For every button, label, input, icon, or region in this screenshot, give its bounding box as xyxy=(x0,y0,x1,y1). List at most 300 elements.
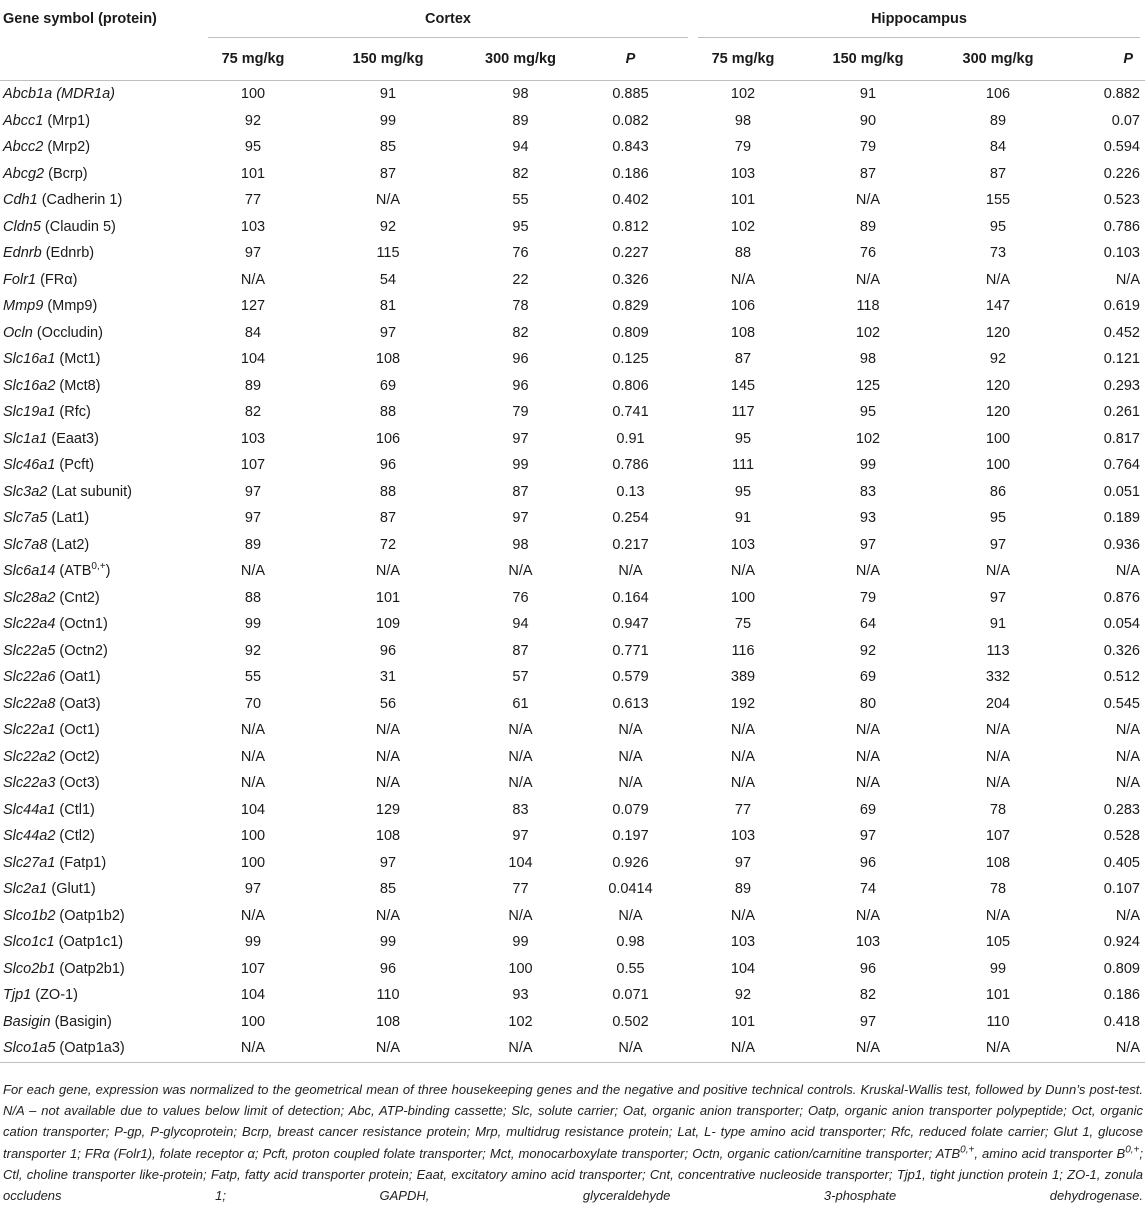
cortex-150-cell: 109 xyxy=(375,616,401,633)
gene-cell xyxy=(0,452,203,479)
cortex-150-cell: N/A xyxy=(375,748,401,765)
cortex-75-cell: 104 xyxy=(240,987,266,1004)
cortex-150-cell: 85 xyxy=(379,139,397,156)
gene-symbol: Slc6a14 xyxy=(3,563,56,580)
hippocampus-p-cell: 0.283 xyxy=(1103,801,1140,818)
cortex-p-cell: 0.125 xyxy=(612,351,649,368)
hippocampus-300-cell: 113 xyxy=(986,642,1010,659)
hippocampus-300-cell: 147 xyxy=(985,298,1011,315)
hippocampus-dose-150-header: 150 mg/kg xyxy=(793,38,943,81)
protein-name: (Fatp1) xyxy=(55,854,107,871)
gene-cell xyxy=(0,903,203,930)
gene-cell xyxy=(0,1009,203,1036)
cortex-150-cell: 87 xyxy=(379,165,397,182)
cortex-75-cell: N/A xyxy=(240,722,266,739)
table-row xyxy=(0,929,1145,956)
cortex-75-cell: 70 xyxy=(244,695,262,712)
hippocampus-150-cell: 102 xyxy=(855,324,881,341)
cortex-300-cell: 89 xyxy=(512,112,529,129)
table-row xyxy=(0,373,1145,400)
protein-name: (Rfc) xyxy=(55,404,91,421)
cortex-300-cell: N/A xyxy=(508,907,533,924)
cortex-p-cell: 0.579 xyxy=(612,669,649,686)
cortex-p-cell: N/A xyxy=(618,907,643,924)
gene-symbol: Slc22a3 xyxy=(3,775,56,792)
hippocampus-150-cell: 102 xyxy=(855,430,881,447)
cortex-300-cell: 94 xyxy=(512,616,529,633)
hippocampus-75-cell: 97 xyxy=(734,854,752,871)
cortex-75-cell: 88 xyxy=(244,589,262,606)
hippocampus-150-cell: N/A xyxy=(855,748,881,765)
cortex-150-cell: 91 xyxy=(379,86,397,103)
cortex-300-cell: 94 xyxy=(512,139,529,156)
table-row xyxy=(0,903,1145,930)
protein-name: (Lat2) xyxy=(47,536,90,553)
table-row xyxy=(0,214,1145,241)
table-row xyxy=(0,797,1145,824)
cortex-75-cell: 100 xyxy=(240,854,266,871)
cortex-300-cell: 102 xyxy=(508,1013,533,1030)
table-row xyxy=(0,956,1145,983)
cortex-p-cell: 0.164 xyxy=(612,589,649,606)
cortex-p-cell: 0.786 xyxy=(612,457,649,474)
hippocampus-75-cell: N/A xyxy=(730,907,756,924)
cortex-p-cell: N/A xyxy=(568,1035,693,1062)
cortex-150-cell: 96 xyxy=(379,642,397,659)
hippocampus-p-cell: 0.786 xyxy=(1103,218,1140,235)
cortex-p-header: P xyxy=(568,38,693,81)
hippocampus-75-cell: 91 xyxy=(734,510,752,527)
cortex-150-cell: N/A xyxy=(375,563,401,580)
hippocampus-300-cell: 101 xyxy=(985,987,1011,1004)
hippocampus-150-cell: 69 xyxy=(859,669,877,686)
protein-name: (Mmp9) xyxy=(43,298,98,315)
cortex-150-cell: 110 xyxy=(376,987,400,1004)
hippocampus-300-cell: 100 xyxy=(985,430,1011,447)
hippocampus-150-cell: 92 xyxy=(859,642,877,659)
gene-symbol: Slc46a1 xyxy=(3,457,56,474)
gene-symbol: Slc1a1 xyxy=(3,430,48,447)
table-row xyxy=(0,399,1145,426)
gene-symbol: Slc16a2 xyxy=(3,377,56,394)
hippocampus-300-cell: N/A xyxy=(985,907,1011,924)
hippocampus-p-cell: 0.054 xyxy=(1103,616,1140,633)
protein-name: (Oatp2b1) xyxy=(55,960,125,977)
protein-name: (Oatp1c1) xyxy=(54,934,124,951)
hippocampus-150-cell: N/A xyxy=(793,1035,943,1062)
hippocampus-150-cell: 96 xyxy=(859,960,877,977)
cortex-p-cell: 0.885 xyxy=(612,86,649,103)
cortex-dose-300-header: 300 mg/kg xyxy=(473,38,568,81)
hippocampus-rule xyxy=(698,37,1140,38)
cortex-300-cell: 99 xyxy=(512,934,529,951)
table-row xyxy=(0,108,1145,135)
hippocampus-300-cell: N/A xyxy=(985,748,1011,765)
hippocampus-150-cell: 79 xyxy=(859,589,877,606)
gene-symbol: Slc19a1 xyxy=(3,404,56,421)
table-row xyxy=(0,452,1145,479)
gene-column-spacer xyxy=(0,38,203,81)
gene-symbol: Slc7a5 xyxy=(3,510,48,527)
cortex-p-cell: N/A xyxy=(618,722,643,739)
hippocampus-300-cell: N/A xyxy=(985,775,1011,792)
hippocampus-dose-300-header: 300 mg/kg xyxy=(943,38,1053,81)
cortex-300-cell: 22 xyxy=(512,271,529,288)
hippocampus-300-cell: 87 xyxy=(989,165,1007,182)
cortex-300-cell: N/A xyxy=(508,775,533,792)
hippocampus-p-cell: N/A xyxy=(1115,775,1140,792)
hippocampus-p-cell: 0.817 xyxy=(1103,430,1140,447)
cortex-75-cell: 104 xyxy=(240,801,266,818)
gene-symbol: Slc7a8 xyxy=(3,536,48,553)
hippocampus-150-cell: 90 xyxy=(859,112,877,129)
protein-name: (Oct2) xyxy=(55,748,100,765)
hippocampus-75-cell: 102 xyxy=(730,218,756,235)
hippocampus-p-cell: N/A xyxy=(1115,722,1140,739)
protein-name-end: ) xyxy=(105,563,111,580)
cortex-300-cell: 99 xyxy=(512,457,529,474)
hippocampus-300-cell: 155 xyxy=(985,192,1011,209)
gene-symbol: Ocln xyxy=(3,324,33,341)
cortex-300-cell: 57 xyxy=(512,669,529,686)
hippocampus-p-cell: 0.103 xyxy=(1103,245,1140,262)
cortex-75-cell: 104 xyxy=(240,351,266,368)
protein-name: (Claudin 5) xyxy=(40,218,116,235)
protein-name: (Oat1) xyxy=(55,669,101,686)
cortex-p-cell: 0.809 xyxy=(612,324,649,341)
gene-cell xyxy=(0,81,203,108)
hippocampus-75-cell: 117 xyxy=(731,404,755,421)
hippocampus-150-cell: 83 xyxy=(859,483,877,500)
header-row-doses xyxy=(0,38,1145,81)
footnote-text-3: ; Ctl, choline transporter like-protein; Fatp, fatty acid transporter protein; Eaat, excitatory amino acid transporter; Cnt, concentrative nucleoside transporter; Tjp1, tight junction protein 1; ZO-1, zonula occludens 1; GAPDH, glyceraldehyde 3-phosphate dehydrogenase. xyxy=(3,1145,1143,1204)
table-row xyxy=(0,426,1145,453)
hippocampus-p-cell: 0.051 xyxy=(1103,483,1140,500)
hippocampus-label: Hippocampus xyxy=(871,11,967,27)
gene-symbol: Cdh1 xyxy=(3,192,38,209)
hippocampus-75-cell: 101 xyxy=(730,1013,756,1030)
cortex-p-cell: 0.55 xyxy=(616,960,645,977)
gene-symbol: Slc2a1 xyxy=(3,881,48,898)
gene-symbol: Abcb1a (MDR1a) xyxy=(3,86,116,103)
cortex-p-cell: 0.502 xyxy=(612,1013,649,1030)
hippocampus-p-cell: 0.405 xyxy=(1103,854,1140,871)
gene-cell xyxy=(0,293,203,320)
hippocampus-300-cell: N/A xyxy=(943,1035,1053,1062)
gene-cell xyxy=(0,876,203,903)
cortex-150-cell: 99 xyxy=(379,934,397,951)
protein-name: (Ctl2) xyxy=(55,828,95,845)
gene-cell xyxy=(0,108,203,135)
hippocampus-75-cell: 116 xyxy=(731,642,755,659)
protein-name: (Basigin) xyxy=(50,1013,112,1030)
cortex-75-cell: 101 xyxy=(240,165,266,182)
hippocampus-300-cell: 86 xyxy=(989,483,1007,500)
hippocampus-p-cell: 0.418 xyxy=(1103,1013,1140,1030)
hippocampus-p-cell: 0.924 xyxy=(1103,934,1140,951)
cortex-150-cell: 96 xyxy=(379,457,397,474)
cortex-150-cell: 81 xyxy=(379,298,397,315)
hippocampus-150-cell: 125 xyxy=(855,377,881,394)
cortex-300-cell: 96 xyxy=(512,351,529,368)
hippocampus-p-cell: 0.809 xyxy=(1103,960,1140,977)
hippocampus-300-cell: 100 xyxy=(985,457,1011,474)
gene-symbol: Slc44a2 xyxy=(3,828,56,845)
cortex-150-cell: 108 xyxy=(375,828,401,845)
table-row xyxy=(0,982,1145,1009)
gene-symbol: Slc22a6 xyxy=(3,669,56,686)
cortex-75-cell: 97 xyxy=(244,245,262,262)
cortex-p-cell: 0.812 xyxy=(612,218,649,235)
gene-symbol: Slco1a5 xyxy=(3,1040,56,1057)
table-row xyxy=(0,293,1145,320)
cortex-p-cell: 0.071 xyxy=(612,987,649,1004)
cortex-300-cell: 104 xyxy=(508,854,533,871)
cortex-300-cell: 76 xyxy=(512,245,529,262)
cortex-300-cell: 76 xyxy=(512,589,529,606)
hippocampus-300-cell: 97 xyxy=(989,589,1007,606)
protein-name: (Occludin) xyxy=(32,324,103,341)
table-row xyxy=(0,664,1145,691)
cortex-75-cell: 103 xyxy=(240,218,266,235)
hippocampus-75-cell: 104 xyxy=(730,960,756,977)
gene-column-header: Gene symbol (protein) xyxy=(3,11,157,27)
cortex-p-cell: 0.806 xyxy=(612,377,649,394)
cortex-p-cell: 0.0414 xyxy=(608,881,653,898)
hippocampus-75-cell: 111 xyxy=(731,457,755,474)
hippocampus-150-cell: 79 xyxy=(859,139,877,156)
hippocampus-75-cell: N/A xyxy=(730,722,756,739)
cortex-150-cell: 92 xyxy=(379,218,397,235)
cortex-p-cell: 0.082 xyxy=(612,112,649,129)
hippocampus-75-cell: 77 xyxy=(734,801,752,818)
cortex-300-cell: 55 xyxy=(512,192,529,209)
protein-name: (Cnt2) xyxy=(55,589,100,606)
cortex-p-cell: 0.402 xyxy=(612,192,649,209)
table-row xyxy=(0,479,1145,506)
gene-symbol: Slco2b1 xyxy=(3,960,56,977)
cortex-150-cell: 88 xyxy=(379,483,397,500)
table-row xyxy=(0,1035,1145,1062)
cortex-p-cell: 0.186 xyxy=(612,165,649,182)
hippocampus-75-cell: 106 xyxy=(730,298,756,315)
gene-cell xyxy=(0,505,203,532)
cortex-p-cell: 0.829 xyxy=(612,298,649,315)
cortex-75-cell: 97 xyxy=(244,483,262,500)
cortex-p-cell: 0.947 xyxy=(612,616,649,633)
cortex-300-cell: 82 xyxy=(512,165,529,182)
table-row xyxy=(0,240,1145,267)
gene-symbol: Abcg2 xyxy=(3,165,45,182)
hippocampus-300-cell: 95 xyxy=(989,218,1007,235)
hippocampus-p-cell: 0.594 xyxy=(1103,139,1140,156)
hippocampus-150-cell: 93 xyxy=(859,510,877,527)
table-row xyxy=(0,850,1145,877)
table-row xyxy=(0,611,1145,638)
cortex-75-cell: 103 xyxy=(240,430,266,447)
hippocampus-150-cell: 91 xyxy=(859,86,877,103)
protein-name: (Oct3) xyxy=(55,775,100,792)
hippocampus-150-cell: N/A xyxy=(855,563,881,580)
hippocampus-150-cell: 89 xyxy=(859,218,877,235)
hippocampus-p-cell: 0.107 xyxy=(1103,881,1140,898)
gene-cell xyxy=(0,187,203,214)
cortex-150-cell: 97 xyxy=(379,324,397,341)
hippocampus-300-cell: 107 xyxy=(985,828,1011,845)
cortex-150-cell: 97 xyxy=(379,854,397,871)
hippocampus-150-cell: 96 xyxy=(859,854,877,871)
hippocampus-300-cell: 97 xyxy=(989,536,1007,553)
gene-cell xyxy=(0,267,203,294)
table-row xyxy=(0,823,1145,850)
cortex-p-cell: 0.741 xyxy=(612,404,649,421)
hippocampus-300-cell: 105 xyxy=(985,934,1011,951)
table-row xyxy=(0,717,1145,744)
hippocampus-75-cell: N/A xyxy=(693,1035,793,1062)
gene-symbol: Slc16a1 xyxy=(3,351,56,368)
table-row xyxy=(0,1009,1145,1036)
cortex-150-cell: 99 xyxy=(379,112,397,129)
hippocampus-300-cell: 84 xyxy=(989,139,1007,156)
hippocampus-75-cell: 108 xyxy=(730,324,756,341)
hippocampus-75-cell: 88 xyxy=(734,245,752,262)
table-row xyxy=(0,558,1145,585)
gene-cell xyxy=(0,717,203,744)
hippocampus-dose-75-header: 75 mg/kg xyxy=(693,38,793,81)
hippocampus-p-cell: 0.261 xyxy=(1103,404,1140,421)
hippocampus-75-cell: 100 xyxy=(730,589,756,606)
cortex-dose-150-header: 150 mg/kg xyxy=(303,38,473,81)
gene-cell xyxy=(0,346,203,373)
cortex-75-cell: 55 xyxy=(244,669,262,686)
gene-symbol: Slc27a1 xyxy=(3,854,56,871)
protein-name: (Mrp2) xyxy=(43,139,91,156)
protein-name: (Cadherin 1) xyxy=(37,192,123,209)
cortex-p-cell: 0.91 xyxy=(616,430,645,447)
gene-cell xyxy=(0,770,203,797)
gene-symbol: Folr1 xyxy=(3,271,37,288)
hippocampus-150-cell: 97 xyxy=(859,1013,877,1030)
hippocampus-75-cell: 103 xyxy=(730,828,756,845)
hippocampus-150-cell: 76 xyxy=(859,245,877,262)
table-row xyxy=(0,691,1145,718)
table-row xyxy=(0,585,1145,612)
cortex-75-cell: N/A xyxy=(240,907,266,924)
cortex-75-cell: 89 xyxy=(244,536,262,553)
hippocampus-p-cell: 0.512 xyxy=(1103,669,1140,686)
cortex-75-cell: 100 xyxy=(240,828,266,845)
hippocampus-150-cell: 97 xyxy=(859,536,877,553)
hippocampus-p-header: P xyxy=(1053,38,1145,81)
cortex-150-cell: 115 xyxy=(376,245,400,262)
cortex-75-cell: 89 xyxy=(244,377,262,394)
protein-name: (Mct8) xyxy=(55,377,101,394)
table-row xyxy=(0,267,1145,294)
cortex-75-cell: N/A xyxy=(240,563,266,580)
cortex-75-cell: 84 xyxy=(244,324,262,341)
cortex-150-cell: 72 xyxy=(379,536,397,553)
cortex-300-cell: N/A xyxy=(473,1035,568,1062)
table-body xyxy=(0,81,1145,1063)
cortex-150-cell: 56 xyxy=(379,695,397,712)
cortex-300-cell: 97 xyxy=(512,430,529,447)
cortex-75-cell: 100 xyxy=(240,86,266,103)
protein-name: (Bcrp) xyxy=(44,165,88,182)
gene-cell xyxy=(0,611,203,638)
cortex-75-cell: 100 xyxy=(240,1013,266,1030)
hippocampus-300-cell: 78 xyxy=(989,881,1007,898)
protein-name: (Octn1) xyxy=(55,616,108,633)
hippocampus-75-cell: 145 xyxy=(730,377,756,394)
gene-symbol: Slc44a1 xyxy=(3,801,56,818)
cortex-300-cell: 100 xyxy=(508,960,533,977)
cortex-150-cell: 69 xyxy=(379,377,397,394)
cortex-p-cell: N/A xyxy=(618,563,643,580)
hippocampus-75-cell: N/A xyxy=(730,563,756,580)
cortex-75-cell: N/A xyxy=(240,271,266,288)
gene-cell xyxy=(0,373,203,400)
hippocampus-300-cell: 204 xyxy=(985,695,1011,712)
hippocampus-p-cell: 0.764 xyxy=(1103,457,1140,474)
gene-cell xyxy=(0,161,203,188)
hippocampus-75-cell: 103 xyxy=(730,934,756,951)
hippocampus-p-cell: 0.121 xyxy=(1103,351,1140,368)
gene-symbol: Abcc2 xyxy=(3,139,44,156)
cortex-300-cell: 93 xyxy=(512,987,529,1004)
cortex-p-cell: 0.771 xyxy=(612,642,649,659)
cortex-p-cell: 0.217 xyxy=(612,536,649,553)
hippocampus-300-cell: N/A xyxy=(985,722,1011,739)
gene-cell xyxy=(0,320,203,347)
table-row xyxy=(0,81,1145,108)
cortex-150-cell: N/A xyxy=(375,722,401,739)
hippocampus-p-cell: 0.882 xyxy=(1103,86,1140,103)
cortex-p-cell: 0.613 xyxy=(612,695,649,712)
hippocampus-75-cell: 95 xyxy=(734,483,752,500)
gene-cell xyxy=(0,929,203,956)
cortex-p-cell: 0.079 xyxy=(612,801,649,818)
protein-name: (Mrp1) xyxy=(43,112,91,129)
footnote-text-1: For each gene, expression was normalized to the geometrical mean of three housekeeping genes and the negative and positive technical controls. Kruskal-Wallis test, followed by Dunn’s post-test. N/A – not available due to values below limit of detection; Abc, ATP-binding cassette; Slc, solute carrier; Oat, organic anion transporter; Oatp, organic anion transporter polypeptide; Oct, organic cation transporter; P-gp, P-glycoprotein; Bcrp, breast cancer resistance protein; Mrp, multidrug resistance protein; Lat, L- type amino acid transporter; Rfc, reduced folate carrier; Glut 1, glucose transporter 1; FRα (Folr1), folate receptor α; Pcft, proton coupled folate transporter; Mct, monocarboxylate transporter; Octn, organic cation/carnitine transporter; ATB xyxy=(3,1082,1143,1161)
hippocampus-75-cell: 192 xyxy=(730,695,756,712)
hippocampus-p-cell: N/A xyxy=(1115,271,1140,288)
protein-name: (Oct1) xyxy=(55,722,100,739)
gene-cell xyxy=(0,558,203,585)
cortex-p-cell: 0.326 xyxy=(612,271,649,288)
cortex-75-cell: 95 xyxy=(244,139,262,156)
cortex-p-cell: 0.197 xyxy=(612,828,649,845)
hippocampus-p-cell: 0.528 xyxy=(1103,828,1140,845)
gene-symbol: Ednrb xyxy=(3,245,42,262)
hippocampus-p-cell: 0.545 xyxy=(1103,695,1140,712)
hippocampus-75-cell: 103 xyxy=(730,165,756,182)
cortex-p-cell: 0.926 xyxy=(612,854,649,871)
hippocampus-300-cell: 120 xyxy=(985,404,1011,421)
protein-name: (Pcft) xyxy=(55,457,95,474)
protein-name: (Ctl1) xyxy=(55,801,95,818)
hippocampus-300-cell: 120 xyxy=(985,377,1011,394)
cortex-150-cell: 101 xyxy=(375,589,401,606)
gene-symbol: Cldn5 xyxy=(3,218,41,235)
cortex-75-cell: 82 xyxy=(244,404,262,421)
cortex-p-cell: 0.254 xyxy=(612,510,649,527)
footnote-sup-1: 0,+ xyxy=(960,1144,975,1156)
cortex-75-cell: 97 xyxy=(244,881,262,898)
hippocampus-300-cell: 106 xyxy=(985,86,1011,103)
cortex-300-cell: 98 xyxy=(512,536,529,553)
hippocampus-75-cell: 89 xyxy=(734,881,752,898)
footnote-sup-2: 0,+ xyxy=(1125,1144,1140,1156)
